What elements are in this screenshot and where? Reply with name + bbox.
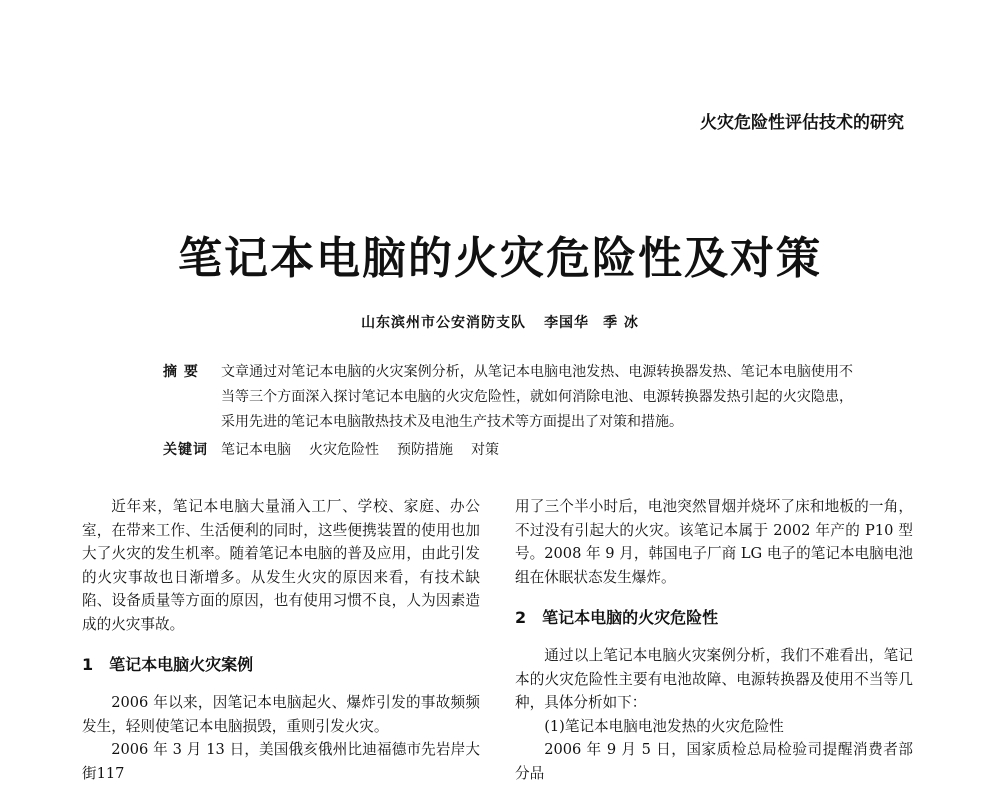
section-number: 2 [515,608,527,627]
keyword: 对策 [471,442,499,458]
keyword: 笔记本电脑 [221,442,291,458]
body-paragraph: 通过以上笔记本电脑火灾案例分析，我们不难看出，笔记本的火灾危险性主要有电池故障、电源转换器及使用不当等几种，具体分析如下： [515,647,913,711]
abstract-block [163,360,853,463]
abstract-label: 摘 要 [163,364,199,380]
intro-paragraph: 近年来，笔记本电脑大量涌入工厂、学校、家庭、办公室，在带来工作、生活便利的同时，这些便携装置的使用也加大了火灾的发生机率。随着笔记本电脑的普及应用，由此引发的火灾事故也日渐增多。从发生火灾的原因来看，有技术缺陷、设备质量等方面的原因，也有使用习惯不良，人为因素造成的火灾事故。 [82,498,480,633]
keywords-list [221,438,853,463]
affiliation: 山东滨州市公安消防支队 [361,315,527,331]
author-name: 李国华 [544,315,590,331]
body-paragraph: 2006 年 3 月 13 日，美国俄亥俄州比迪福德市先岩岸大街117 [82,741,480,782]
author-name: 季 冰 [603,315,639,331]
section-number: 1 [82,655,94,674]
section-title: 笔记本电脑的火灾危险性 [542,608,719,627]
abstract-text: 文章通过对笔记本电脑的火灾案例分析，从笔记本电脑电池发热、电源转换器发热、笔记本电脑使用不当等三个方面深入探讨笔记本电脑的火灾危险性，就如何消除电池、电源转换器发热引起的火灾隐患，采用先进的笔记本电脑散热技术及电池生产技术等方面提出了对策和措施。 [221,364,853,430]
body-paragraph: 用了三个半小时后，电池突然冒烟并烧坏了床和地板的一角，不过没有引起大的火灾。该笔记本属于 2002 年产的 P10 型号。2008 年 9 月，韩国电子厂商 LG 电子的笔记本电脑电池组在休眠状态发生爆炸。 [515,498,913,586]
body-paragraph: 2006 年以来，因笔记本电脑起火、爆炸引发的事故频频发生，轻则使笔记本电脑损毁，重则引发火灾。 [82,694,480,735]
section-heading [515,606,913,630]
keyword: 火灾危险性 [309,442,379,458]
paper-title: 笔记本电脑的火灾危险性及对策 [178,233,822,284]
keywords-label: 关键词 [163,442,208,458]
body-paragraph: 2006 年 9 月 5 日，国家质检总局检验司提醒消费者部分品 [515,741,913,782]
subheading: (1)笔记本电脑电池发热的火灾危险性 [544,717,784,735]
keyword: 预防措施 [397,442,453,458]
running-head: 火灾危险性评估技术的研究 [700,113,904,133]
right-column [515,495,913,785]
section-title: 笔记本电脑火灾案例 [109,655,254,674]
section-heading [82,653,480,677]
left-column [82,495,480,785]
author-line [0,312,1000,332]
